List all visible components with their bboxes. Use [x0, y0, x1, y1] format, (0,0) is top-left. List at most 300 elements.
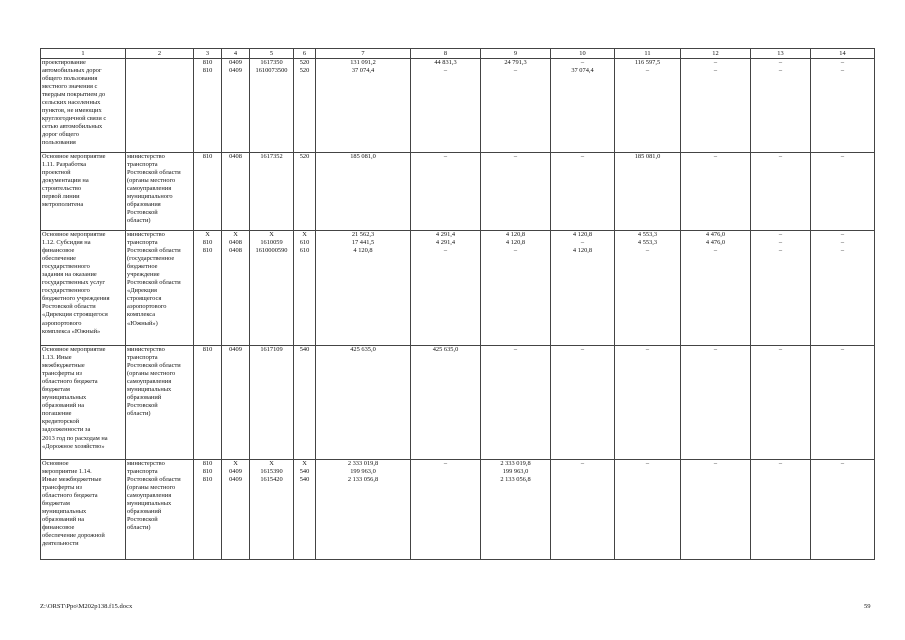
- cell-col-9: [481, 460, 551, 560]
- cell-line: сетью автомобильных: [42, 123, 103, 131]
- cell-col-8: [411, 153, 481, 231]
- cell-line: –: [778, 153, 783, 160]
- cell-line: 540: [299, 346, 310, 353]
- cell-line: [552, 476, 613, 484]
- cell-line: муниципальных: [42, 508, 87, 516]
- cell-line: –: [778, 346, 783, 353]
- cell-line: образований на: [42, 516, 85, 524]
- cell-line: задолженности за: [42, 426, 91, 434]
- cell-col-2: [126, 59, 194, 153]
- cell-line: Основное мероприятие: [42, 346, 106, 353]
- cell-line: мероприятие 1.14.: [42, 468, 92, 476]
- table-row: [41, 231, 875, 346]
- cell-line: –: [840, 153, 845, 160]
- cell-line: 810: [202, 153, 213, 160]
- cell-col-5: [250, 231, 294, 346]
- cell-line: –: [713, 247, 718, 255]
- cell-col-12: [681, 59, 751, 153]
- cell-line: трансферты из: [42, 484, 82, 492]
- cell-line: 116 597,5: [634, 59, 661, 66]
- cell-line: 2 133 056,8: [347, 476, 379, 484]
- cell-line: –: [645, 247, 650, 255]
- cell-line: –: [840, 247, 845, 255]
- cell-line: 1610073500: [255, 67, 288, 75]
- cell-col-12: [681, 460, 751, 560]
- cell-line: межбюджетные: [42, 362, 85, 370]
- cell-col-13: [751, 346, 811, 460]
- cell-line: [812, 468, 873, 476]
- cell-col-6: [294, 460, 316, 560]
- cell-line: финансовое: [42, 524, 75, 532]
- cell-line: –: [713, 346, 718, 353]
- cell-col-9: [481, 346, 551, 460]
- cell-line: –: [840, 460, 845, 467]
- cell-line: 1617352: [260, 153, 283, 160]
- cell-col-7: [316, 59, 411, 153]
- cell-line: 540: [299, 476, 310, 484]
- cell-line: транспорта: [127, 239, 158, 247]
- cell-line: 2 333 019,8: [347, 460, 379, 467]
- cell-line: министерство: [127, 231, 165, 238]
- cell-line: пользования: [42, 139, 76, 147]
- cell-col-1: [41, 460, 126, 560]
- cell-line: –: [645, 346, 650, 353]
- cell-line: 0409: [229, 476, 242, 484]
- cell-line: 1615390: [260, 468, 283, 476]
- cell-line: 1617350: [260, 59, 283, 66]
- cell-col-13: [751, 153, 811, 231]
- cell-line: аэропортового: [42, 319, 82, 327]
- cell-line: 0409: [229, 67, 242, 75]
- cell-line: проектной: [42, 169, 71, 177]
- cell-line: 810: [202, 247, 213, 255]
- cell-line: 0409: [229, 468, 242, 476]
- cell-line: –: [580, 460, 585, 467]
- cell-col-14: [811, 346, 875, 460]
- cell-line: X: [233, 460, 238, 467]
- cell-line: –: [713, 460, 718, 467]
- cell-line: метрополитена: [42, 201, 84, 209]
- cell-col-4: [222, 153, 250, 231]
- cell-line: 2 333 019,8: [500, 460, 531, 467]
- cell-line: 4 291,4: [435, 239, 456, 247]
- cell-line: 1615420: [260, 476, 283, 484]
- cell-line: –: [713, 153, 718, 160]
- cell-line: твердым покрытием до: [42, 91, 106, 99]
- cell-line: бюджетное: [127, 263, 158, 271]
- cell-col-13: [751, 460, 811, 560]
- cell-line: 17 441,5: [351, 239, 375, 247]
- cell-line: –: [713, 67, 718, 75]
- cell-line: –: [513, 153, 518, 160]
- cell-line: обеспечение: [42, 255, 77, 263]
- cell-line: Ростовской: [127, 209, 158, 217]
- cell-line: «Дирекция: [127, 287, 157, 295]
- cell-line: 24 791,3: [504, 59, 527, 66]
- cell-line: транспорта: [127, 161, 158, 169]
- cell-line: [616, 468, 679, 476]
- cell-line: –: [443, 460, 448, 467]
- cell-line: местного значения с: [42, 83, 98, 91]
- cell-col-12: [681, 346, 751, 460]
- cell-line: 610: [299, 239, 310, 247]
- cell-line: первой линии: [42, 193, 80, 201]
- cell-col-8: [411, 59, 481, 153]
- cell-line: 131 091,2: [350, 59, 376, 66]
- cell-line: бюджетного учреждения: [42, 295, 110, 303]
- cell-col-1: [41, 153, 126, 231]
- column-header-13: 13: [751, 49, 811, 59]
- header-row: [41, 49, 875, 59]
- cell-line: проектирование: [42, 59, 86, 66]
- cell-line: 37 074,4: [351, 67, 375, 75]
- cell-line: «Южный»): [127, 319, 158, 327]
- cell-line: 37 074,4: [571, 67, 594, 75]
- cell-line: 0409: [229, 346, 242, 353]
- cell-col-4: [222, 231, 250, 346]
- cell-line: погашение: [42, 410, 72, 418]
- cell-line: Ростовской: [127, 402, 158, 410]
- cell-col-3: [194, 231, 222, 346]
- cell-line: Ростовской области: [127, 362, 181, 370]
- cell-line: автомобильных дорог: [42, 67, 102, 75]
- cell-col-7: [316, 153, 411, 231]
- cell-col-3: [194, 346, 222, 460]
- cell-line: области): [127, 217, 151, 225]
- cell-col-3: [194, 59, 222, 153]
- cell-line: –: [840, 231, 845, 238]
- cell-line: [412, 476, 479, 484]
- cell-col-2: [126, 231, 194, 346]
- cell-line: 0408: [229, 239, 242, 247]
- cell-line: транспорта: [127, 354, 158, 362]
- column-header-4: 4: [222, 49, 250, 59]
- cell-line: [616, 476, 679, 484]
- cell-col-4: [222, 346, 250, 460]
- cell-line: министерство: [127, 346, 165, 353]
- cell-line: министерство: [127, 153, 165, 160]
- cell-line: –: [840, 59, 845, 66]
- column-header-10: 10: [551, 49, 615, 59]
- cell-line: государственных услуг: [42, 279, 106, 287]
- cell-line: –: [580, 346, 585, 353]
- cell-line: 425 635,0: [350, 346, 376, 353]
- cell-line: транспорта: [127, 468, 158, 476]
- cell-col-11: [615, 59, 681, 153]
- cell-line: 4 120,8: [572, 231, 593, 238]
- cell-line: Основное мероприятие: [42, 153, 106, 160]
- cell-line: 1.12. Субсидия на: [42, 239, 91, 247]
- cell-col-14: [811, 59, 875, 153]
- cell-line: 425 635,0: [432, 346, 459, 353]
- cell-line: –: [778, 239, 783, 247]
- cell-line: 810: [202, 476, 213, 484]
- cell-col-14: [811, 231, 875, 346]
- cell-col-6: [294, 153, 316, 231]
- cell-line: 185 081,0: [634, 153, 661, 160]
- cell-line: областного бюджета: [42, 378, 98, 386]
- column-header-5: 5: [250, 49, 294, 59]
- cell-line: образований на: [42, 402, 85, 410]
- cell-line: 520: [299, 59, 310, 66]
- cell-col-8: [411, 346, 481, 460]
- cell-line: (государственное: [127, 255, 175, 263]
- cell-line: –: [443, 153, 448, 160]
- cell-line: –: [645, 460, 650, 467]
- column-header-11: 11: [615, 49, 681, 59]
- cell-line: –: [443, 67, 448, 75]
- cell-col-11: [615, 346, 681, 460]
- cell-col-5: [250, 346, 294, 460]
- cell-col-5: [250, 153, 294, 231]
- cell-line: 610: [299, 247, 310, 255]
- cell-line: 4 120,8: [572, 247, 593, 255]
- cell-line: –: [778, 59, 783, 66]
- cell-line: общего пользования: [42, 75, 98, 83]
- cell-col-11: [615, 153, 681, 231]
- cell-line: Основное мероприятие: [42, 231, 106, 238]
- cell-col-13: [751, 231, 811, 346]
- cell-col-11: [615, 231, 681, 346]
- cell-line: –: [513, 67, 518, 75]
- cell-line: 810: [202, 59, 213, 66]
- cell-line: [412, 468, 479, 476]
- table-body: [41, 59, 875, 560]
- cell-line: кредиторской: [42, 418, 80, 426]
- footer-file-path: Z:\ORST\Ppo\M202p138.f15.docx: [40, 603, 133, 610]
- cell-line: Ростовской области: [127, 247, 181, 255]
- cell-line: строящегося: [127, 295, 162, 303]
- cell-line: задания на оказание: [42, 271, 97, 279]
- cell-line: самоуправления: [127, 492, 172, 500]
- cell-line: [552, 468, 613, 476]
- cell-col-2: [126, 346, 194, 460]
- cell-line: бюджетам: [42, 386, 70, 394]
- cell-line: 4 120,8: [505, 239, 526, 247]
- cell-line: 1610059: [260, 239, 283, 247]
- cell-line: 199 963,0: [502, 468, 529, 476]
- cell-line: комплекса: [127, 311, 156, 319]
- cell-line: [752, 476, 809, 484]
- cell-line: –: [840, 67, 845, 75]
- cell-line: 2013 год по расходам на: [42, 434, 108, 442]
- cell-line: Ростовской области: [42, 303, 96, 311]
- cell-col-9: [481, 59, 551, 153]
- cell-line: [682, 468, 749, 476]
- cell-line: 1.11. Разработка: [42, 161, 87, 169]
- cell-col-12: [681, 153, 751, 231]
- cell-line: деятельности: [42, 540, 79, 548]
- cell-line: –: [443, 247, 448, 255]
- cell-line: области): [127, 524, 151, 532]
- cell-line: учреждение: [127, 271, 160, 279]
- cell-line: 199 963,0: [350, 468, 376, 476]
- cell-col-1: [41, 231, 126, 346]
- cell-line: 4 120,8: [505, 231, 526, 238]
- cell-line: –: [580, 59, 585, 66]
- cell-col-11: [615, 460, 681, 560]
- cell-col-2: [126, 460, 194, 560]
- cell-line: [812, 476, 873, 484]
- cell-line: X: [233, 231, 238, 238]
- cell-line: министерство: [127, 460, 165, 467]
- cell-line: –: [580, 153, 585, 160]
- cell-line: сельских населенных: [42, 99, 101, 107]
- cell-col-7: [316, 346, 411, 460]
- cell-line: государственного: [42, 263, 90, 271]
- cell-line: –: [580, 239, 585, 247]
- cell-line: документации на: [42, 177, 89, 185]
- cell-line: 0408: [229, 247, 242, 255]
- cell-line: –: [713, 59, 718, 66]
- cell-col-8: [411, 231, 481, 346]
- cell-line: 810: [202, 468, 213, 476]
- column-header-3: 3: [194, 49, 222, 59]
- cell-line: –: [778, 247, 783, 255]
- cell-col-3: [194, 153, 222, 231]
- cell-line: муниципальных: [127, 386, 172, 394]
- cell-line: X: [302, 460, 307, 467]
- cell-col-4: [222, 59, 250, 153]
- cell-line: X: [302, 231, 307, 238]
- cell-line: муниципальных: [127, 500, 172, 508]
- table-row: [41, 59, 875, 153]
- cell-line: –: [513, 346, 518, 353]
- table-row: [41, 153, 875, 231]
- cell-line: –: [778, 460, 783, 467]
- cell-col-10: [551, 460, 615, 560]
- cell-col-10: [551, 59, 615, 153]
- column-header-14: 14: [811, 49, 875, 59]
- cell-col-2: [126, 153, 194, 231]
- cell-line: 810: [202, 346, 213, 353]
- cell-line: –: [778, 231, 783, 238]
- cell-line: муниципальных: [42, 394, 87, 402]
- column-header-8: 8: [411, 49, 481, 59]
- cell-line: [752, 468, 809, 476]
- cell-line: 810: [202, 239, 213, 247]
- cell-line: Ростовской: [127, 516, 158, 524]
- column-header-6: 6: [294, 49, 316, 59]
- cell-col-4: [222, 460, 250, 560]
- cell-col-14: [811, 153, 875, 231]
- cell-line: (органы местного: [127, 177, 176, 185]
- cell-line: 4 476,0: [705, 239, 726, 247]
- cell-line: –: [778, 67, 783, 75]
- table-row: [41, 346, 875, 460]
- column-header-7: 7: [316, 49, 411, 59]
- cell-col-9: [481, 231, 551, 346]
- cell-line: –: [513, 247, 518, 255]
- cell-line: обеспечение дорожной: [42, 532, 105, 540]
- cell-col-6: [294, 59, 316, 153]
- cell-line: 810: [202, 460, 213, 467]
- cell-line: «Дирекция строящегося: [42, 311, 108, 319]
- cell-line: строительство: [42, 185, 82, 193]
- cell-line: –: [645, 67, 650, 75]
- column-header-12: 12: [681, 49, 751, 59]
- cell-col-7: [316, 460, 411, 560]
- cell-line: (органы местного: [127, 484, 176, 492]
- cell-col-14: [811, 460, 875, 560]
- cell-line: области): [127, 410, 151, 418]
- cell-line: 540: [299, 468, 310, 476]
- cell-line: 4 120,8: [353, 247, 373, 255]
- cell-line: аэропортового: [127, 303, 167, 311]
- column-header-2: 2: [126, 49, 194, 59]
- cell-line: областного бюджета: [42, 492, 98, 500]
- cell-line: 520: [299, 153, 310, 160]
- cell-line: Ростовской области: [127, 279, 181, 287]
- cell-col-1: [41, 59, 126, 153]
- cell-line: 4 291,4: [435, 231, 456, 238]
- cell-line: Основное: [42, 460, 69, 467]
- cell-line: 520: [299, 67, 310, 75]
- cell-line: финансовое: [42, 247, 75, 255]
- cell-col-6: [294, 231, 316, 346]
- cell-line: 1617109: [260, 346, 283, 353]
- cell-line: «Дорожное хозяйство»: [42, 442, 105, 450]
- cell-line: 44 831,3: [434, 59, 457, 66]
- cell-line: муниципального: [127, 193, 173, 201]
- cell-col-3: [194, 460, 222, 560]
- cell-line: 185 081,0: [350, 153, 376, 160]
- cell-col-10: [551, 346, 615, 460]
- budget-table: [40, 48, 875, 560]
- cell-col-12: [681, 231, 751, 346]
- cell-line: X: [205, 231, 210, 238]
- cell-line: 1610000590: [255, 247, 288, 255]
- cell-col-13: [751, 59, 811, 153]
- cell-line: 0409: [229, 59, 242, 66]
- cell-line: X: [269, 231, 274, 238]
- cell-col-1: [41, 346, 126, 460]
- cell-line: трансферты из: [42, 370, 82, 378]
- cell-col-10: [551, 153, 615, 231]
- cell-line: дорог общего: [42, 131, 79, 139]
- cell-line: –: [840, 239, 845, 247]
- cell-line: комплекса «Южный»: [42, 327, 101, 335]
- cell-col-7: [316, 231, 411, 346]
- cell-line: образований: [127, 508, 162, 516]
- cell-line: 810: [202, 67, 213, 75]
- cell-line: Ростовской области: [127, 476, 181, 484]
- cell-line: –: [840, 346, 845, 353]
- column-header-1: 1: [41, 49, 126, 59]
- cell-line: Ростовской области: [127, 169, 181, 177]
- cell-line: пунктов, не имеющих: [42, 107, 102, 115]
- table-row: [41, 460, 875, 560]
- cell-line: 0408: [229, 153, 242, 160]
- cell-line: круглогодичной связи с: [42, 115, 107, 123]
- cell-line: образования: [127, 201, 161, 209]
- cell-line: 21 562,3: [351, 231, 375, 238]
- cell-col-5: [250, 460, 294, 560]
- cell-line: 4 553,3: [637, 239, 658, 247]
- cell-col-8: [411, 460, 481, 560]
- cell-line: самоуправления: [127, 378, 172, 386]
- cell-line: государственного: [42, 287, 90, 295]
- cell-col-10: [551, 231, 615, 346]
- cell-line: самоуправления: [127, 185, 172, 193]
- footer-page-number: 59: [864, 603, 871, 610]
- cell-line: (органы местного: [127, 370, 176, 378]
- cell-line: X: [269, 460, 274, 467]
- column-header-9: 9: [481, 49, 551, 59]
- cell-line: бюджетам: [42, 500, 70, 508]
- cell-line: 4 476,0: [705, 231, 726, 238]
- cell-line: 4 553,3: [637, 231, 658, 238]
